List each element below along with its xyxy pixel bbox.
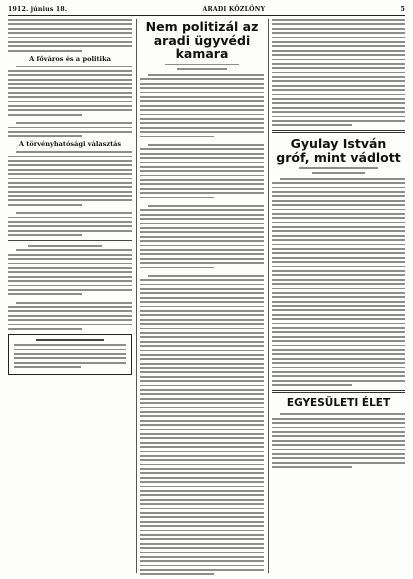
masthead: ARADI KÖZLÖNY — [202, 6, 266, 13]
column-divider — [136, 19, 137, 573]
text-block — [8, 19, 132, 52]
header-rule — [8, 15, 405, 16]
article-separator — [8, 240, 132, 241]
text-block — [8, 151, 132, 236]
article-title: Gyulay István gróf, mint vádlott — [276, 136, 401, 165]
article-title: Nem politizál az aradi ügyvédi kamara — [145, 19, 259, 61]
text-block — [272, 178, 405, 386]
text-block — [272, 413, 405, 467]
boxed-notice — [8, 334, 132, 375]
text-block — [8, 245, 132, 330]
text-block — [272, 19, 405, 126]
text-block — [8, 66, 132, 138]
article-heading: A főváros és a politika — [29, 54, 111, 63]
text-block — [140, 74, 264, 575]
issue-date: 1912. június 18. — [8, 6, 68, 13]
column-3 — [272, 19, 405, 573]
article-separator — [272, 130, 405, 133]
page-number: 5 — [400, 6, 405, 13]
column-1 — [8, 19, 132, 573]
article-separator — [272, 390, 405, 393]
column-divider — [268, 19, 269, 573]
section-heading: EGYESÜLETI ÉLET — [286, 396, 391, 409]
running-head — [8, 5, 405, 14]
column-2 — [140, 19, 264, 573]
article-heading: A törvényhatósági választás — [18, 140, 122, 149]
